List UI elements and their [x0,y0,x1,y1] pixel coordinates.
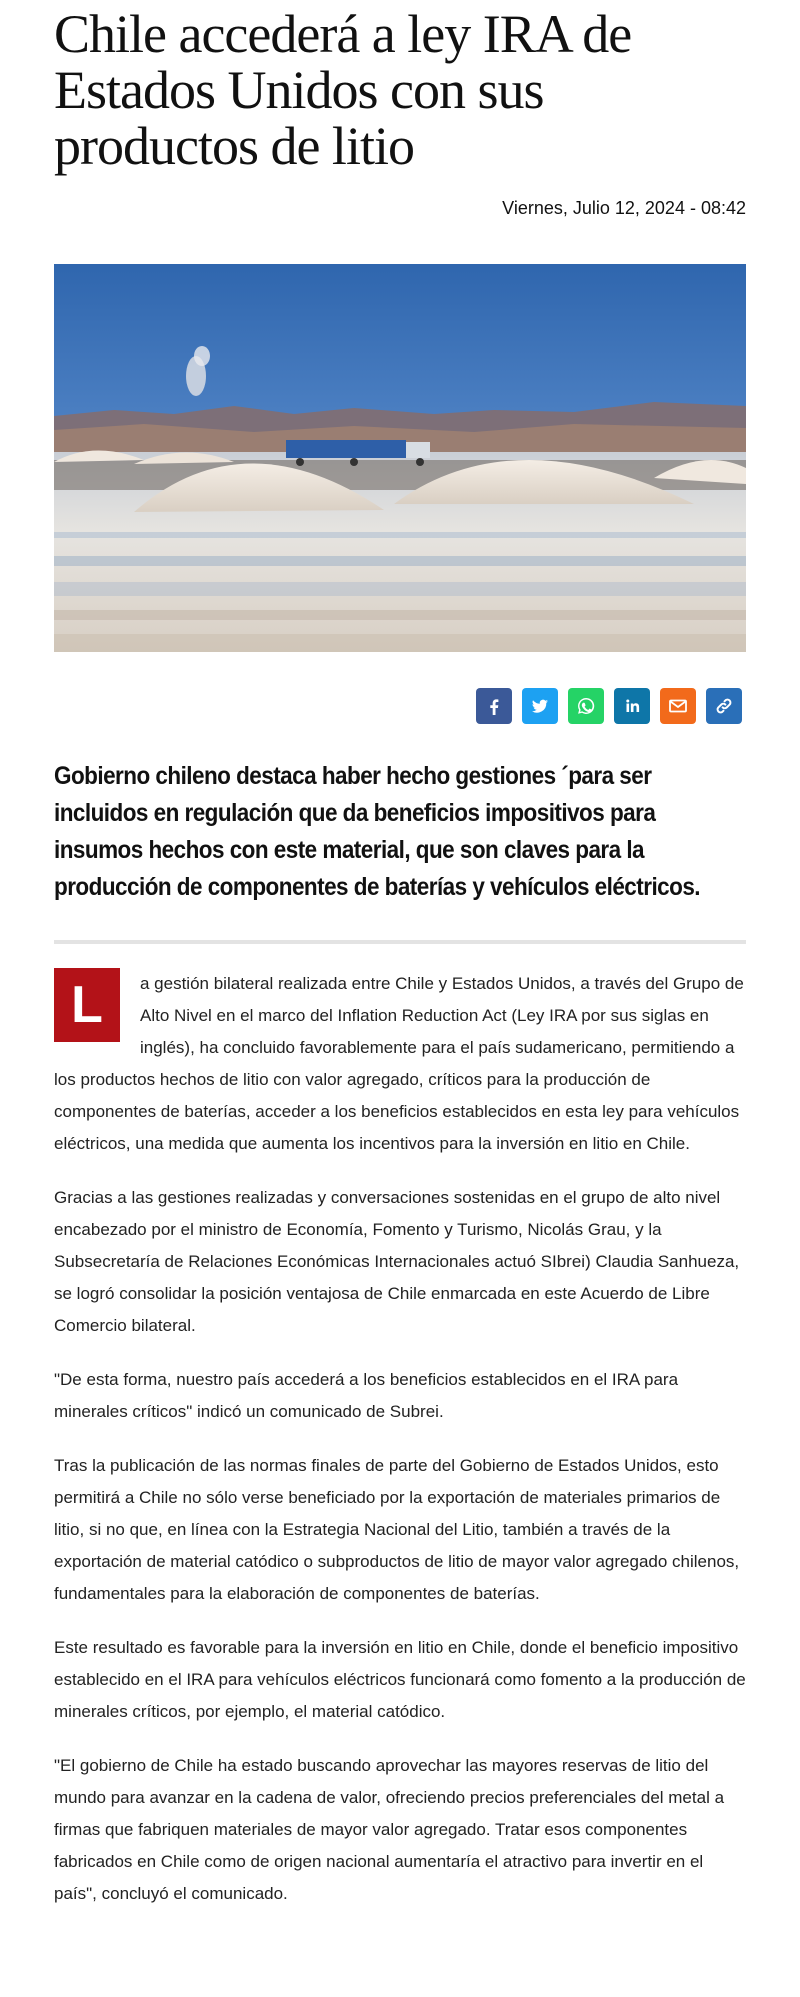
hero-image [54,264,746,652]
whatsapp-icon [574,694,598,718]
email-icon [666,694,690,718]
facebook-icon [482,694,506,718]
share-whatsapp-button[interactable] [568,688,604,724]
body-paragraph: "El gobierno de Chile ha estado buscando aprovechar las mayores reservas de litio del mundo para avanzar en la cadena de valor, ofreciendo precios preferenciales del metal a firmas que fabriquen materiales de mayor valor agregado. Tratar esos componentes fabricados en Chile como de origen nacional aumentaría el atractivo para invertir en el país", concluyó el comunicado. [54,1756,725,1903]
share-email-button[interactable] [660,688,696,724]
body-paragraph [54,968,746,1160]
article-date: Viernes, Julio 12, 2024 - 08:42 [502,198,746,218]
link-icon [712,694,736,718]
salt-flats-photo [54,264,746,652]
dropcap-letter: L [54,968,120,1042]
copy-link-button[interactable] [706,688,742,724]
article-body [54,968,746,1932]
share-bar [476,688,742,724]
share-twitter-button[interactable] [522,688,558,724]
linkedin-icon [620,694,644,718]
article-lead: Gobierno chileno destaca haber hecho gestiones ´para ser incluidos en regulación que da beneficios impositivos para insumos hechos con este material, que son claves para la producción de componentes de baterías y vehículos eléctricos. [54,762,701,901]
twitter-icon [528,694,552,718]
body-paragraph: "De esta forma, nuestro país accederá a los beneficios establecidos en el IRA para minerales críticos" indicó un comunicado de Subrei. [54,1370,679,1421]
body-paragraph: Este resultado es favorable para la inversión en litio en Chile, donde el beneficio impositivo establecido en el IRA para vehículos eléctricos funcionará como fomento a la producción de minerales críticos, por ejemplo, el material catódico. [54,1638,746,1721]
share-facebook-button[interactable] [476,688,512,724]
share-linkedin-button[interactable] [614,688,650,724]
body-paragraph-text: a gestión bilateral realizada entre Chile y Estados Unidos, a través del Grupo de Alto Nivel en el marco del Inflation Reduction Act (Ley IRA por sus siglas en inglés), ha concluido favorablemente para el país sudamericano, permitiendo a los productos hechos de litio con valor agregado, críticos para la producción de componentes de baterías, acceder a los beneficios establecidos en esta ley para vehículos eléctricos, una medida que aumenta los incentivos para la inversión en litio en Chile. [54,974,744,1153]
article-headline: Chile accederá a ley IRA de Estados Unidos con sus productos de litio [54,4,632,176]
body-paragraph: Tras la publicación de las normas finales de parte del Gobierno de Estados Unidos, esto permitirá a Chile no sólo verse beneficiado por la exportación de materiales primarios de litio, si no que, en línea con la Estrategia Nacional del Litio, también a través de la exportación de material catódico o subproductos de litio de mayor valor agregado chilenos, fundamentales para la elaboración de componentes de baterías. [54,1456,740,1603]
body-paragraph: Gracias a las gestiones realizadas y conversaciones sostenidas en el grupo de alto nivel encabezado por el ministro de Economía, Fomento y Turismo, Nicolás Grau, y la Subsecretaría de Relaciones Económicas Internacionales actuó SIbrei) Claudia Sanhueza, se logró consolidar la posición ventajosa de Chile enmarcada en este Acuerdo de Libre Comercio bilateral. [54,1188,740,1335]
section-divider [54,940,746,944]
